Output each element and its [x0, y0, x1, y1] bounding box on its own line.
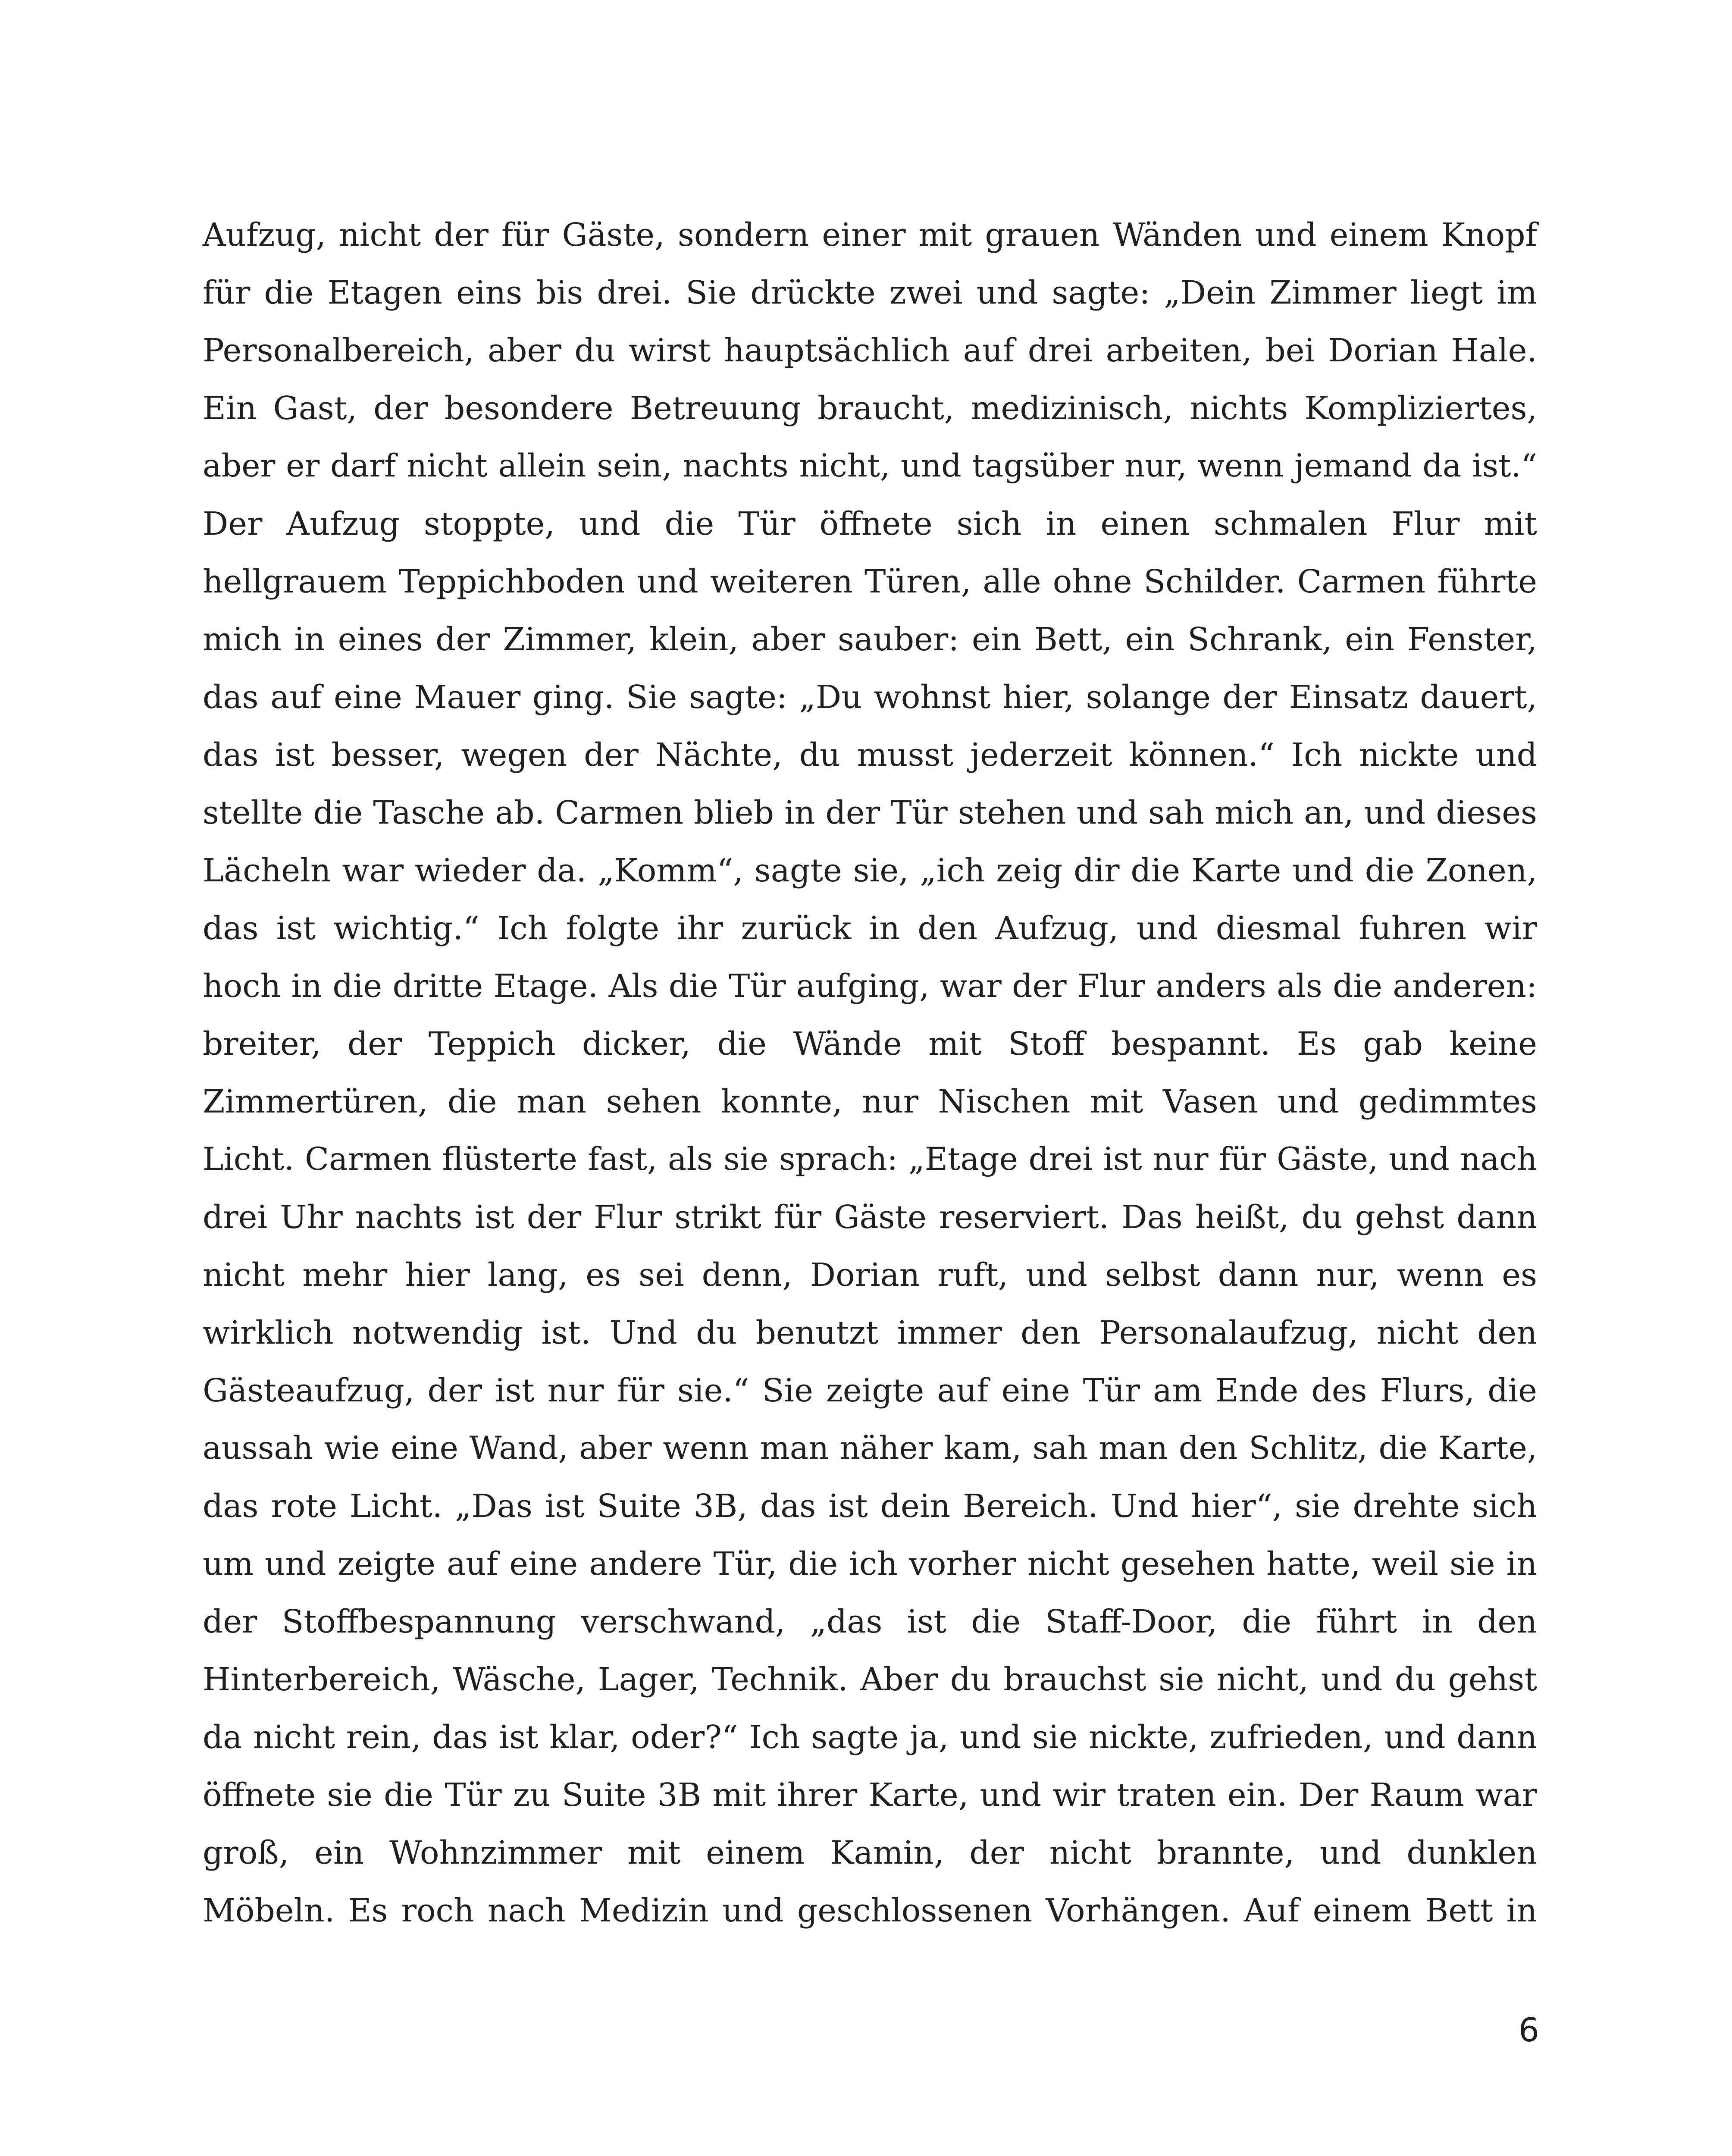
text-line: drei Uhr nachts ist der Flur strikt für Gäste reserviert. Das heißt, du gehst dann [203, 1199, 1537, 1236]
text-line: aber er darf nicht allein sein, nachts nicht, und tagsüber nur, wenn jemand da ist.“ [203, 448, 1537, 484]
text-line: Hinterbereich, Wäsche, Lager, Technik. Aber du brauchst sie nicht, und du gehst [203, 1661, 1537, 1698]
text-line: hellgrauem Teppichboden und weiteren Türen, alle ohne Schilder. Carmen führte [203, 563, 1537, 600]
text-line: Gästeaufzug, der ist nur für sie.“ Sie zeigte auf eine Tür am Ende des Flurs, die [203, 1372, 1537, 1409]
text-line: um und zeigte auf eine andere Tür, die ich vorher nicht gesehen hatte, weil sie in [203, 1545, 1537, 1583]
text-line: groß, ein Wohnzimmer mit einem Kamin, der nicht brannte, und dunklen [203, 1834, 1537, 1871]
text-line: das auf eine Mauer ging. Sie sagte: „Du wohnst hier, solange der Einsatz dauert, [203, 679, 1537, 716]
text-line: wirklich notwendig ist. Und du benutzt immer den Personalaufzug, nicht den [203, 1314, 1537, 1351]
body-text [203, 206, 1537, 1940]
text-line: das rote Licht. „Das ist Suite 3B, das ist dein Bereich. Und hier“, sie drehte sich [203, 1488, 1537, 1525]
text-line: Der Aufzug stoppte, und die Tür öffnete sich in einen schmalen Flur mit [203, 505, 1537, 542]
page-number: 6 [1518, 2011, 1539, 2049]
text-line: Zimmertüren, die man sehen konnte, nur Nischen mit Vasen und gedimmtes [203, 1083, 1537, 1120]
text-line: Lächeln war wieder da. „Komm“, sagte sie, „ich zeig dir die Karte und die Zonen, [203, 852, 1537, 889]
text-line: das ist besser, wegen der Nächte, du musst jederzeit können.“ Ich nickte und [203, 736, 1537, 774]
text-line: hoch in die dritte Etage. Als die Tür aufging, war der Flur anders als die anderen: [203, 968, 1537, 1005]
text-line: aussah wie eine Wand, aber wenn man näher kam, sah man den Schlitz, die Karte, [203, 1430, 1537, 1467]
text-line: Ein Gast, der besondere Betreuung braucht, medizinisch, nichts Kompliziertes, [203, 390, 1537, 427]
text-line: Möbeln. Es roch nach Medizin und geschlossenen Vorhängen. Auf einem Bett in [203, 1892, 1537, 1929]
text-line: für die Etagen eins bis drei. Sie drückte zwei und sagte: „Dein Zimmer liegt im [203, 274, 1537, 311]
text-line: nicht mehr hier lang, es sei denn, Dorian ruft, und selbst dann nur, wenn es [203, 1257, 1537, 1294]
text-line: der Stoffbespannung verschwand, „das ist die Staff-Door, die führt in den [203, 1603, 1537, 1640]
text-line: Licht. Carmen flüsterte fast, als sie sprach: „Etage drei ist nur für Gäste, und nach [203, 1141, 1537, 1178]
text-line: öffnete sie die Tür zu Suite 3B mit ihrer Karte, und wir traten ein. Der Raum war [203, 1777, 1537, 1814]
text-line: das ist wichtig.“ Ich folgte ihr zurück in den Aufzug, und diesmal fuhren wir [203, 910, 1537, 947]
text-line: Aufzug, nicht der für Gäste, sondern einer mit grauen Wänden und einem Knopf [203, 216, 1537, 254]
text-line: Personalbereich, aber du wirst hauptsächlich auf drei arbeiten, bei Dorian Hale. [203, 332, 1537, 369]
text-line: breiter, der Teppich dicker, die Wände mit Stoff bespannt. Es gab keine [203, 1025, 1537, 1062]
text-line: mich in eines der Zimmer, klein, aber sauber: ein Bett, ein Schrank, ein Fenster, [203, 621, 1537, 658]
text-line: stellte die Tasche ab. Carmen blieb in der Tür stehen und sah mich an, und dieses [203, 794, 1537, 831]
text-line: da nicht rein, das ist klar, oder?“ Ich sagte ja, und sie nickte, zufrieden, und dann [203, 1719, 1537, 1756]
